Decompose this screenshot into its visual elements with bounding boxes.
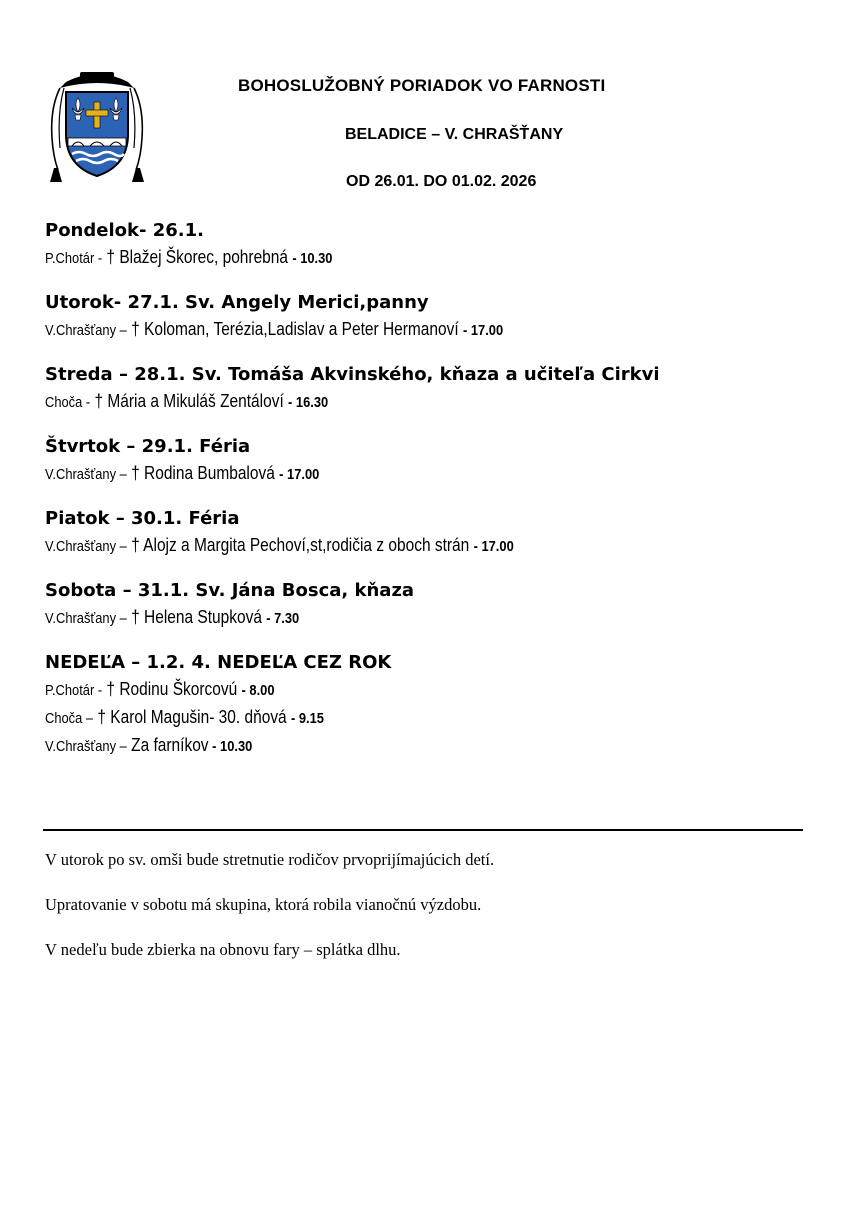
entry-place: V.Chrašťany – [45, 322, 127, 339]
entry-time: - 10.30 [208, 738, 253, 755]
mass-entry [45, 316, 707, 344]
announcement-note: V nedeľu bude zbierka na obnovu fary – splátka dlhu. [45, 940, 401, 959]
day-heading: Utorok- 27.1. Sv. Angely Merici,panny [45, 292, 429, 313]
mass-entry [45, 388, 707, 416]
entry-place: Choča – [45, 710, 94, 727]
day-heading: NEDEĽA – 1.2. 4. NEDEĽA CEZ ROK [45, 652, 392, 673]
entry-place: V.Chrašťany – [45, 538, 127, 555]
entry-place: V.Chrašťany – [45, 738, 127, 755]
mass-entry [45, 532, 707, 560]
schedule-day [45, 362, 815, 416]
day-heading: Sobota – 31.1. Sv. Jána Bosca, kňaza [45, 580, 415, 601]
mass-entry [45, 460, 707, 488]
entry-place: P.Chotár - [45, 250, 103, 267]
parish-coat-of-arms-icon [44, 68, 150, 186]
entry-time: - 8.00 [241, 682, 275, 699]
entry-intention: † Rodinu Škorcovú [102, 679, 242, 699]
section-divider [43, 829, 803, 831]
entry-time: - 9.15 [290, 710, 324, 727]
mass-entry [45, 704, 707, 732]
mass-schedule [45, 218, 815, 778]
entry-time: - 17.00 [462, 322, 504, 339]
announcement-note: Upratovanie v sobotu má skupina, ktorá robila vianočnú výzdobu. [45, 895, 482, 914]
schedule-day [45, 434, 815, 488]
entry-intention: † Alojz a Margita Pechoví,st,rodičia z oboch strán [126, 535, 474, 555]
mass-entry [45, 732, 707, 760]
entry-intention: † Karol Magušin- 30. dňová [93, 707, 291, 727]
schedule-day [45, 290, 815, 344]
entry-intention: † Helena Stupková [126, 607, 267, 627]
page-title: BOHOSLUŽOBNÝ PORIADOK VO FARNOSTI [238, 76, 606, 95]
entry-place: V.Chrašťany – [45, 466, 127, 483]
entry-intention: † Rodina Bumbalová [126, 463, 280, 483]
day-heading: Piatok – 30.1. Féria [45, 508, 240, 529]
entry-place: V.Chrašťany – [45, 610, 127, 627]
entry-time: - 16.30 [288, 394, 329, 411]
mass-entry [45, 604, 707, 632]
entry-place: Choča - [45, 394, 91, 411]
day-heading: Streda – 28.1. Sv. Tomáša Akvinského, kňaza a učiteľa Cirkvi [45, 364, 660, 385]
entry-time: - 17.00 [279, 466, 320, 483]
schedule-day [45, 650, 815, 760]
day-heading: Štvrtok – 29.1. Féria [45, 436, 251, 457]
schedule-day [45, 578, 815, 632]
entry-intention: † Mária a Mikuláš Zentáloví [90, 391, 289, 411]
schedule-day [45, 218, 815, 272]
day-heading: Pondelok- 26.1. [45, 220, 204, 241]
entry-time: - 7.30 [266, 610, 300, 627]
schedule-day [45, 506, 815, 560]
parish-name: BELADICE – V. CHRAŠŤANY [345, 126, 564, 143]
announcement-note: V utorok po sv. omši bude stretnutie rodičov prvoprijímajúcich detí. [45, 850, 495, 869]
date-range: OD 26.01. DO 01.02. 2026 [346, 173, 537, 190]
announcements [45, 848, 805, 983]
entry-time: - 10.30 [292, 250, 333, 267]
entry-intention: † Koloman, Terézia,Ladislav a Peter Hermanoví [126, 319, 463, 339]
mass-entry [45, 676, 707, 704]
entry-time: - 17.00 [473, 538, 514, 555]
entry-place: P.Chotár - [45, 682, 103, 699]
mass-entry [45, 244, 707, 272]
entry-intention: Za farníkov [126, 735, 209, 755]
entry-intention: † Blažej Škorec, pohrebná [102, 247, 293, 267]
